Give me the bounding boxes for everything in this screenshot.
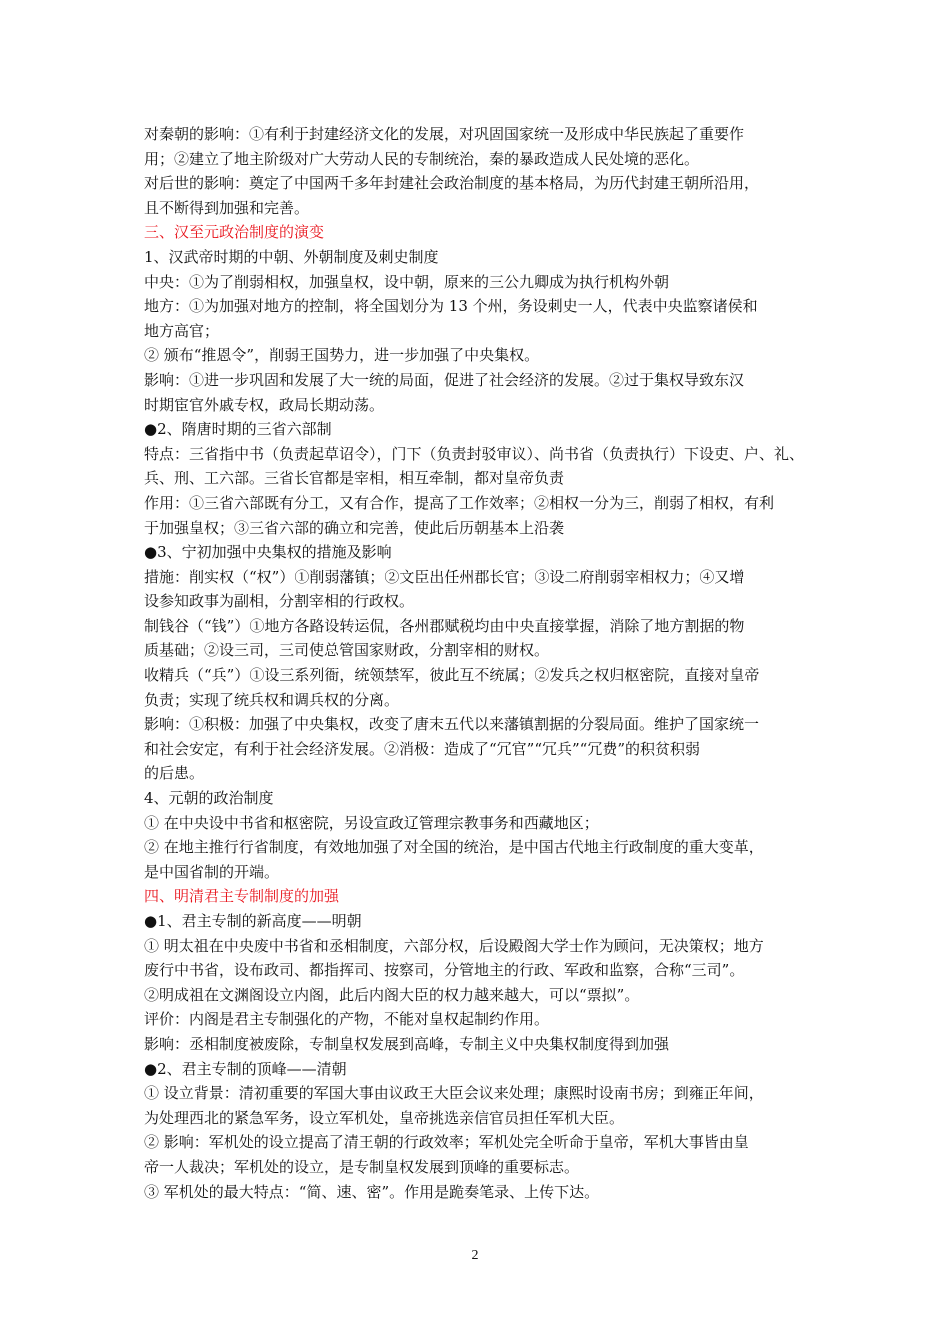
text-line: 措施：削实权（“权”）①削弱藩镇；②文臣出任州郡长官；③设二府削弱宰相权力；④又增 bbox=[144, 567, 745, 586]
text-line: 收精兵（“兵”）①设三系列衙，统领禁军，彼此互不统属；②发兵之权归枢密院，直接对皇帝 bbox=[144, 666, 760, 685]
text-line: 于加强皇权；③三省六部的确立和完善，使此后历朝基本上沿袭 bbox=[144, 518, 565, 537]
page-number: 2 bbox=[471, 1248, 479, 1263]
text-line: 中央：①为了削弱相权，加强皇权，设中朝，原来的三公九卿成为执行机构外朝 bbox=[144, 272, 670, 291]
subsection-heading: 1、汉武帝时期的中朝、外朝制度及刺史制度 bbox=[144, 247, 439, 266]
text-line: 帝一人裁决；军机处的设立，是专制皇权发展到顶峰的重要标志。 bbox=[144, 1157, 580, 1176]
text-line: 兵、刑、工六部。三省长官都是宰相，相互牵制，都对皇帝负责 bbox=[144, 469, 565, 488]
text-line: ② 颁布“推恩令”，削弱王国势力，进一步加强了中央集权。 bbox=[144, 346, 540, 365]
text-line: ②明成祖在文渊阁设立内阁，此后内阁大臣的权力越来越大，可以“票拟”。 bbox=[144, 985, 640, 1004]
section-heading: 三、汉至元政治制度的演变 bbox=[144, 223, 325, 242]
document-body bbox=[144, 122, 812, 1204]
text-line: 地方：①为加强对地方的控制，将全国划分为 13 个州，务设刺史一人，代表中央监察诸侯和 bbox=[144, 297, 758, 316]
text-line: 制钱谷（“钱”）①地方各路设转运侃，各州郡赋税均由中央直接掌握，消除了地方割据的物 bbox=[144, 616, 745, 635]
section-heading: 四、明清君主专制制度的加强 bbox=[144, 887, 340, 906]
text-line: 影响：丞相制度被废除，专制皇权发展到高峰，专制主义中央集权制度得到加强 bbox=[144, 1034, 670, 1053]
subsection-heading: ●2、君主专制的顶峰——清朝 bbox=[144, 1059, 347, 1078]
text-line: ① 设立背景：清初重要的军国大事由议政王大臣会议来处理；康熙时设南书房；到雍正年间， bbox=[144, 1084, 764, 1103]
text-line: 质基础；②设三司，三司使总管国家财政，分割宰相的财权。 bbox=[144, 641, 550, 660]
text-line: 作用：①三省六部既有分工，又有合作，提高了工作效率；②相权一分为三，削弱了相权，有利 bbox=[144, 493, 775, 512]
text-line: 的后患。 bbox=[144, 764, 205, 783]
text-line: ② 在地主推行行省制度，有效地加强了对全国的统治，是中国古代地主行政制度的重大变革， bbox=[144, 838, 764, 857]
subsection-heading: ●2、隋唐时期的三省六部制 bbox=[144, 420, 332, 439]
text-line: 地方高官； bbox=[144, 321, 220, 340]
text-line: 负责；实现了统兵权和调兵权的分离。 bbox=[144, 690, 400, 709]
text-line: ① 在中央设中书省和枢密院，另设宣政辽管理宗教事务和西藏地区； bbox=[144, 813, 599, 832]
text-line: 且不断得到加强和完善。 bbox=[144, 198, 310, 217]
text-line: 影响：①进一步巩固和发展了大一统的局面，促进了社会经济的发展。②过于集权导致东汉 bbox=[144, 370, 745, 389]
text-line: 影响：①积极：加强了中央集权，改变了唐末五代以来藩镇割据的分裂局面。维护了国家统一 bbox=[144, 715, 760, 734]
text-line: ① 明太祖在中央废中书省和丞相制度，六部分权，后设殿阁大学士作为顾问，无决策权；地方 bbox=[144, 936, 764, 955]
text-line: 废行中书省，设布政司、都指挥司、按察司，分管地主的行政、军政和监察，合称“三司”。 bbox=[144, 961, 745, 980]
text-line: 是中国省制的开端。 bbox=[144, 862, 280, 881]
text-line: 评价：内阁是君主专制强化的产物，不能对皇权起制约作用。 bbox=[144, 1010, 550, 1029]
text-line: 为处理西北的紧急军务，设立军机处，皇帝挑选亲信官员担任军机大臣。 bbox=[144, 1108, 625, 1127]
subsection-heading: ●3、宁初加强中央集权的措施及影响 bbox=[144, 543, 392, 562]
subsection-heading: ●1、君主专制的新高度——明朝 bbox=[144, 912, 362, 930]
text-line: 对秦朝的影响：①有利于封建经济文化的发展，对巩固国家统一及形成中华民族起了重要作 bbox=[144, 125, 745, 143]
text-line: 和社会安定，有利于社会经济发展。②消极：造成了“冗官”“冗兵”“冗费”的积贫积弱 bbox=[144, 739, 701, 758]
text-line: 对后世的影响：奠定了中国两千多年封建社会政治制度的基本格局，为历代封建王朝所沿用， bbox=[144, 174, 760, 193]
text-line: 特点：三省指中书（负责起草诏令），门下（负责封驳审议）、尚书省（负责执行）下设吏、户、礼、 bbox=[144, 444, 805, 463]
text-line: ② 影响：军机处的设立提高了清王朝的行政效率；军机处完全听命于皇帝，军机大事皆由皇 bbox=[144, 1133, 749, 1152]
text-line: 时期宦官外戚专权，政局长期动荡。 bbox=[144, 395, 385, 414]
text-line: 用；②建立了地主阶级对广大劳动人民的专制统治，秦的暴政造成人民处境的恶化。 bbox=[144, 149, 700, 168]
text-line: 设参知政事为副相，分割宰相的行政权。 bbox=[144, 592, 415, 611]
text-line: ③ 军机处的最大特点：“简、速、密”。作用是跪奏笔录、上传下达。 bbox=[144, 1182, 600, 1201]
subsection-heading: 4、元朝的政治制度 bbox=[144, 789, 274, 808]
